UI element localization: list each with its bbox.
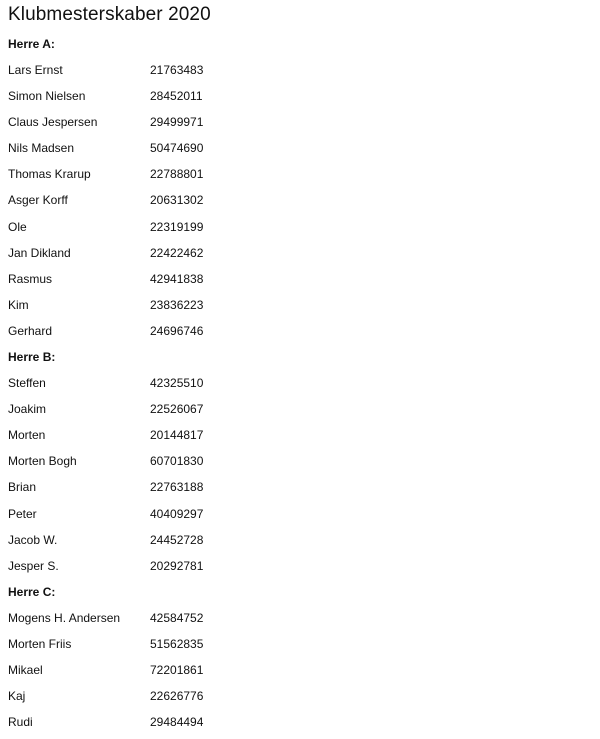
player-name: Jesper S.	[8, 558, 59, 573]
player-phone: 22788801	[150, 167, 204, 182]
player-name: Thomas Krarup	[8, 167, 91, 182]
player-name: Kim	[8, 297, 29, 312]
player-phone: 22526067	[150, 402, 204, 417]
player-row	[8, 657, 588, 683]
player-phone: 42584752	[150, 610, 204, 625]
player-name: Rudi	[8, 715, 33, 730]
player-row	[8, 161, 588, 187]
player-name: Simon Nielsen	[8, 89, 86, 104]
player-row	[8, 474, 588, 500]
player-phone: 40409297	[150, 506, 204, 521]
player-row	[8, 370, 588, 396]
player-name: Mogens H. Andersen	[8, 610, 121, 625]
player-phone: 22626776	[150, 689, 204, 704]
player-row	[8, 683, 588, 709]
player-phone: 29499971	[150, 115, 204, 130]
player-name: Lars Ernst	[8, 63, 63, 77]
player-phone: 20144817	[150, 428, 204, 443]
player-name: Nils Madsen	[8, 141, 75, 156]
player-row	[8, 553, 588, 579]
section-herre-b	[8, 344, 588, 579]
player-phone: 20631302	[150, 193, 204, 208]
section-heading: Herre B:	[8, 350, 56, 365]
player-row	[8, 448, 588, 474]
player-phone: 22422462	[150, 245, 204, 260]
player-row	[8, 109, 588, 135]
player-row	[8, 214, 588, 240]
player-phone: 28452011	[150, 89, 203, 104]
player-row	[8, 605, 588, 631]
player-row	[8, 709, 588, 735]
player-phone: 22319199	[150, 219, 204, 234]
player-phone: 21763483	[150, 63, 204, 77]
player-row	[8, 318, 588, 344]
player-name: Kaj	[8, 689, 26, 704]
player-row	[8, 187, 588, 213]
player-row	[8, 631, 588, 657]
player-name: Asger Korff	[8, 193, 68, 208]
player-phone: 29484494	[150, 715, 204, 730]
player-name: Ole	[8, 219, 27, 234]
player-name: Morten Bogh	[8, 454, 77, 469]
player-name: Morten	[8, 428, 46, 443]
player-row	[8, 527, 588, 553]
player-name: Claus Jespersen	[8, 115, 98, 130]
player-phone: 42941838	[150, 271, 204, 286]
player-row	[8, 501, 588, 527]
player-name: Brian	[8, 480, 37, 495]
player-name: Jan Dikland	[8, 245, 71, 260]
player-name: Joakim	[8, 402, 47, 417]
section-herre-a	[8, 31, 588, 344]
player-row	[8, 57, 588, 83]
player-phone: 51562835	[150, 636, 204, 651]
player-row	[8, 135, 588, 161]
section-heading: Herre C:	[8, 584, 56, 599]
player-name: Morten Friis	[8, 636, 72, 651]
player-phone: 24696746	[150, 323, 204, 338]
player-row	[8, 266, 588, 292]
player-phone: 60701830	[150, 454, 204, 469]
player-name: Gerhard	[8, 323, 53, 338]
player-name: Peter	[8, 506, 37, 521]
player-phone: 23836223	[150, 297, 204, 312]
player-phone: 42325510	[150, 376, 204, 391]
player-row	[8, 422, 588, 448]
player-row	[8, 240, 588, 266]
document-page	[8, 0, 588, 735]
player-name: Rasmus	[8, 271, 53, 286]
player-name: Mikael	[8, 662, 43, 677]
player-name: Jacob W.	[8, 532, 58, 547]
player-phone: 20292781	[150, 558, 204, 573]
player-row	[8, 396, 588, 422]
player-phone: 24452728	[150, 532, 204, 547]
player-phone: 50474690	[150, 141, 204, 156]
section-herre-c	[8, 579, 588, 735]
player-row	[8, 292, 588, 318]
player-phone: 22763188	[150, 480, 204, 495]
player-name: Steffen	[8, 376, 46, 391]
section-heading: Herre A:	[8, 37, 55, 51]
page-title: Klubmesterskaber 2020	[8, 4, 211, 25]
player-phone: 72201861	[150, 662, 204, 677]
player-row	[8, 83, 588, 109]
